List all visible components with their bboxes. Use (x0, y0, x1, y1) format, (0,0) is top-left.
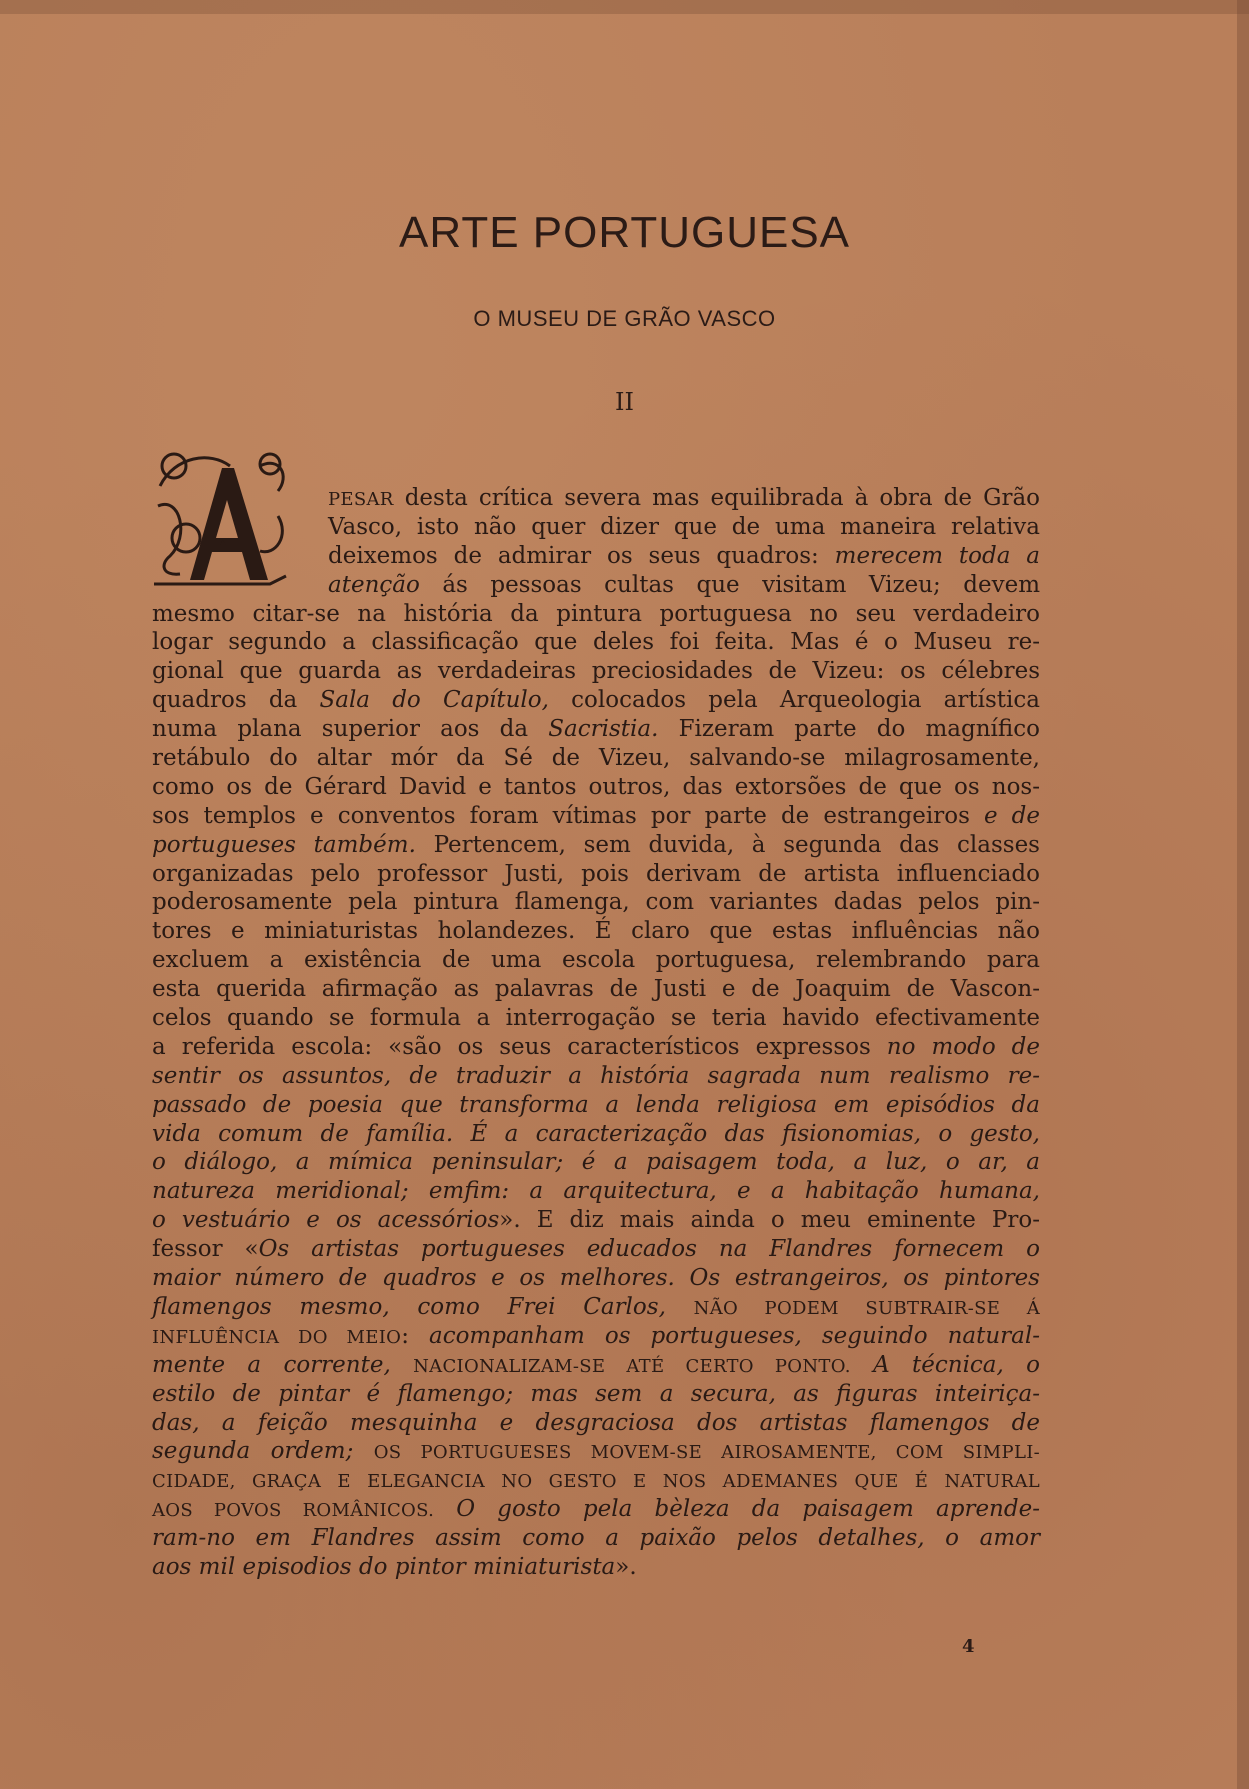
text-segment: flamengos mesmo, como Frei Carlos, (152, 1293, 694, 1320)
text-segment: AOS POVOS ROMÂNICOS. (152, 1500, 435, 1522)
text-segment: no modo de (886, 1033, 1040, 1060)
text-segment: sos templos e conventos foram vítimas por parte de estrangeiros (152, 802, 984, 829)
text-segment: A técnica, o (850, 1351, 1041, 1378)
text-segment: organizadas pelo professor Justi, pois derivam de artista influenciado (152, 860, 1040, 887)
text-segment: sentir os assuntos, de traduzir a história sagrada num realismo re- (152, 1062, 1040, 1089)
text-segment: ». E diz mais ainda o meu eminente Pro- (499, 1207, 1040, 1234)
text-line (152, 628, 1040, 657)
text-segment: CIDADE, GRAÇA E ELEGANCIA NO GESTO E NOS ADEMANES QUE É NATURAL (152, 1471, 1040, 1493)
text-line (152, 917, 1040, 946)
text-segment: INFLUÊNCIA DO MEIO (152, 1326, 402, 1348)
text-line (152, 1495, 1040, 1524)
text-segment: tores e miniaturistas holandezes. É claro que estas influências não (152, 918, 1040, 945)
text-segment: passado de poesia que transforma a lenda religiosa em episódios da (152, 1091, 1040, 1118)
text-line (152, 1120, 1040, 1149)
text-segment: acompanham os portugueses, seguindo natural- (428, 1322, 1041, 1349)
text-segment: estilo de pintar é flamengo; mas sem a secura, as figuras inteiriça- (152, 1380, 1040, 1407)
text-segment: logar segundo a classificação que deles foi feita. Mas é o Museu re- (152, 629, 1040, 656)
text-line (152, 715, 1040, 744)
page-edge (0, 0, 1249, 14)
page-edge (1237, 0, 1249, 1789)
page-title: ARTE PORTUGUESA (398, 208, 851, 257)
text-line (152, 1437, 1040, 1466)
text-segment: ram-no em Flandres assim como a paixão pelos detalhes, o amor (152, 1525, 1040, 1552)
text-line (152, 1091, 1040, 1120)
text-segment: a referida escola: «são os seus característicos expressos (152, 1033, 887, 1060)
text-segment: Os artistas portugueses educados na Flandres fornecem o (258, 1236, 1040, 1263)
text-line (152, 1322, 1040, 1351)
text-segment: portugueses também. (152, 831, 416, 858)
text-segment: Vasco, isto não quer dizer que de uma maneira relativa (328, 513, 1040, 540)
text-segment: quadros da (152, 687, 320, 714)
text-segment: maior número de quadros e os melhores. Os estrangeiros, os pintores (152, 1265, 1040, 1292)
text-line (152, 773, 1040, 802)
text-line (152, 542, 1040, 571)
text-line (152, 1062, 1040, 1091)
text-line (152, 802, 1040, 831)
text-segment: deixemos de admirar os seus quadros: (328, 542, 835, 569)
text-segment: Sacristia. (548, 716, 659, 743)
text-line (152, 1409, 1040, 1438)
text-segment: celos quando se formula a interrogação se teria havido efectivamente (152, 1005, 1040, 1032)
text-segment: atenção (328, 571, 420, 598)
text-segment: Fizeram parte do magnífico (658, 716, 1040, 743)
text-segment: PESAR (328, 489, 394, 510)
text-line (152, 1524, 1040, 1553)
section-number: II (615, 388, 634, 416)
text-segment: OS PORTUGUESES MOVEM-SE AIROSAMENTE, COM SIMPLI- (373, 1442, 1040, 1464)
text-segment: NACIONALIZAM-SE ATÉ CERTO PONTO. (413, 1355, 851, 1377)
text-line (152, 1264, 1040, 1293)
text-line (152, 1235, 1040, 1264)
text-segment: numa plana superior aos da (152, 716, 549, 743)
text-segment: gional que guarda as verdadeiras preciosidades de Vizeu: os célebres (152, 658, 1040, 685)
text-segment: merecem toda a (834, 542, 1040, 569)
text-segment: ás pessoas cultas que visitam Vizeu; devem (419, 571, 1040, 598)
text-segment: Sala do Capítulo, (319, 687, 549, 714)
text-line (152, 1148, 1040, 1177)
text-segment: NÃO PODEM SUBTRAIR-SE Á (693, 1297, 1040, 1319)
text-line (152, 744, 1040, 773)
text-segment: desta crítica severa mas equilibrada à obra de Grão (393, 485, 1040, 511)
text-segment: segunda ordem; (152, 1438, 374, 1465)
text-line (152, 484, 1040, 513)
article-body (152, 484, 1040, 1582)
text-line (152, 513, 1040, 542)
text-segment: o vestuário e os acessórios (152, 1207, 500, 1234)
text-line (152, 1004, 1040, 1033)
text-segment: colocados pela Arqueologia artística (548, 687, 1040, 714)
text-segment: ». (615, 1553, 637, 1580)
text-segment: e de (983, 802, 1040, 829)
text-line (152, 1033, 1040, 1062)
text-line (152, 831, 1040, 860)
text-segment: como os de Gérard David e tantos outros, das extorsões de que os nos- (152, 773, 1040, 800)
text-segment: excluem a existência de uma escola portuguesa, relembrando para (152, 947, 1040, 974)
text-segment: o diálogo, a mímica peninsular; é a paisagem toda, a luz, o ar, a (152, 1149, 1040, 1176)
text-segment: vida comum de família. É a caracterização das fisionomias, o gesto, (152, 1120, 1040, 1147)
text-line (152, 1553, 1040, 1582)
text-segment: poderosamente pela pintura flamenga, com variantes dadas pelos pin- (152, 889, 1040, 916)
text-segment: Pertencem, sem duvida, à segunda das classes (415, 831, 1040, 858)
text-line (152, 1177, 1040, 1206)
text-segment: : (401, 1322, 429, 1349)
text-segment: O gosto pela bèleza da paisagem aprende- (434, 1496, 1040, 1523)
text-line (152, 888, 1040, 917)
dropcap-letter: A (219, 538, 227, 549)
text-line (152, 1466, 1040, 1495)
text-line (152, 1293, 1040, 1322)
text-segment: aos mil episodios do pintor miniaturista (152, 1553, 616, 1580)
page-number: 4 (962, 1636, 975, 1657)
text-line (152, 600, 1040, 629)
text-line (152, 657, 1040, 686)
text-line (152, 686, 1040, 715)
text-line (152, 1351, 1040, 1380)
text-segment: mesmo citar-se na história da pintura portuguesa no seu verdadeiro (152, 600, 1040, 627)
text-line (152, 860, 1040, 889)
text-line (152, 975, 1040, 1004)
text-segment: mente a corrente, (152, 1351, 414, 1378)
text-segment: esta querida afirmação as palavras de Justi e de Joaquim de Vascon- (152, 976, 1040, 1003)
text-segment: fessor « (152, 1236, 259, 1263)
text-line (152, 571, 1040, 600)
text-segment: natureza meridional; emfim: a arquitectura, e a habitação humana, (152, 1178, 1040, 1205)
text-line (152, 1380, 1040, 1409)
text-line (152, 946, 1040, 975)
page-subtitle: O MUSEU DE GRÃO VASCO (473, 306, 776, 331)
text-segment: das, a feição mesquinha e desgraciosa dos artistas flamengos de (152, 1409, 1040, 1436)
text-line (152, 1206, 1040, 1235)
text-segment: retábulo do altar mór da Sé de Vizeu, salvando-se milagrosamente, (152, 745, 1040, 772)
